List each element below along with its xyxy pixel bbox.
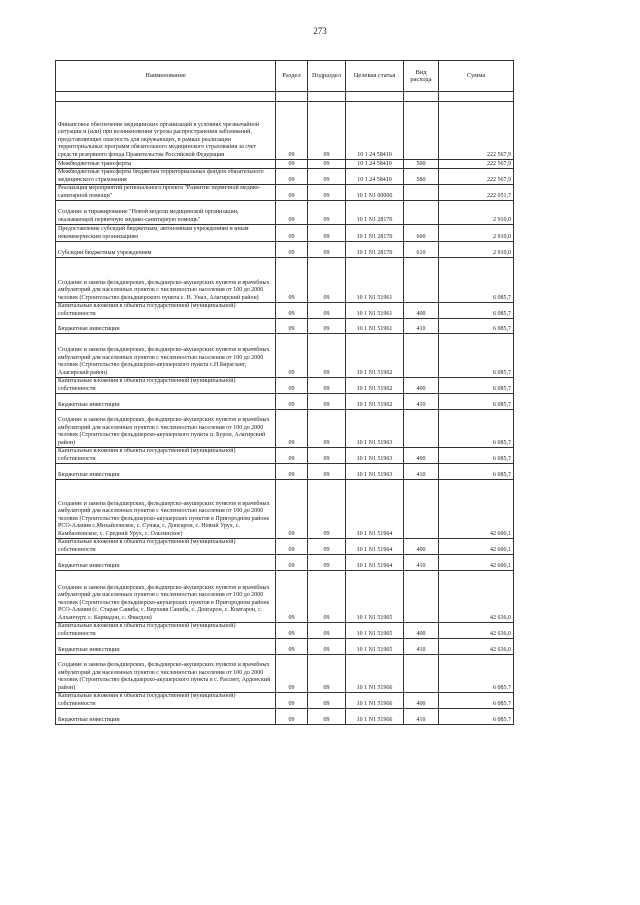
row-tselevaya-cell: 10 1 N1 51964	[346, 480, 404, 539]
row-podrazdel-cell: 09	[308, 258, 346, 303]
row-name-cell: Капитальные вложения в объекты государственной (муниципальной) собственности	[56, 693, 276, 709]
row-name-cell: Создание и замена фельдшерских, фельдшерско-акушерских пунктов и врачебных амбулаторий для населенных пунктов с численностью населения от 100 до 2000 человек (Строительство фельдшерско-акушерского пункта с.Н.Бирагзанг, Алагирский район)	[56, 334, 276, 378]
header-spacer-row	[56, 92, 514, 102]
row-name-cell: Капитальные вложения в объекты государственной (муниципальной) собственности	[56, 448, 276, 464]
row-summa-cell: 2 910,0	[439, 225, 514, 242]
row-podrazdel-cell: 09	[308, 378, 346, 394]
header-vid-raskhoda: Вид расхода	[404, 61, 439, 92]
table-row	[56, 225, 514, 242]
row-podrazdel-cell: 09	[308, 655, 346, 693]
row-podrazdel-cell: 09	[308, 639, 346, 655]
table-row	[56, 623, 514, 639]
row-name-cell: Бюджетные инвестиции	[56, 555, 276, 571]
header-tselevaya-statya: Целевая статья	[346, 61, 404, 92]
row-podrazdel-cell: 09	[308, 102, 346, 160]
row-tselevaya-cell: 10 1 N1 28170	[346, 225, 404, 242]
row-razdel-cell: 09	[276, 185, 308, 201]
row-tselevaya-cell: 10 1 N1 28170	[346, 242, 404, 258]
row-tselevaya-cell: 10 1 N1 51966	[346, 709, 404, 725]
row-vid-cell: 410	[404, 709, 439, 725]
row-tselevaya-cell: 10 1 N1 51962	[346, 378, 404, 394]
row-vid-cell	[404, 201, 439, 225]
row-name-cell: Капитальные вложения в объекты государственной (муниципальной) собственности	[56, 303, 276, 319]
table-row	[56, 464, 514, 480]
row-vid-cell: 500	[404, 160, 439, 169]
row-razdel-cell: 09	[276, 225, 308, 242]
row-vid-cell	[404, 185, 439, 201]
row-razdel-cell: 09	[276, 102, 308, 160]
row-razdel-cell: 09	[276, 394, 308, 410]
table-row	[56, 571, 514, 623]
row-razdel-cell: 09	[276, 410, 308, 448]
table-row	[56, 160, 514, 169]
row-podrazdel-cell: 09	[308, 539, 346, 555]
row-razdel-cell: 09	[276, 169, 308, 185]
row-tselevaya-cell: 10 1 N1 51961	[346, 258, 404, 303]
row-podrazdel-cell: 09	[308, 448, 346, 464]
table-row	[56, 378, 514, 394]
row-vid-cell: 580	[404, 169, 439, 185]
row-vid-cell	[404, 571, 439, 623]
row-name-cell: Бюджетные инвестиции	[56, 319, 276, 334]
row-summa-cell: 6 085,7	[439, 464, 514, 480]
table-row	[56, 655, 514, 693]
table-row	[56, 555, 514, 571]
row-tselevaya-cell: 10 1 N1 51966	[346, 693, 404, 709]
row-vid-cell: 400	[404, 693, 439, 709]
row-name-cell: Межбюджетные трансферты бюджетам территориальных фондов обязательного медицинского страхования	[56, 169, 276, 185]
row-razdel-cell: 09	[276, 555, 308, 571]
table-row	[56, 709, 514, 725]
row-name-cell: Создание и замена фельдшерских, фельдшерско-акушерских пунктов и врачебных амбулаторий для населенных пунктов с численностью населения от 100 до 2000 человек (Строительство фельдшерско-акушерского пункта в с. Рассвет, Ардонский район)	[56, 655, 276, 693]
table-row	[56, 410, 514, 448]
header-name: Наименование	[56, 61, 276, 92]
row-razdel-cell: 09	[276, 378, 308, 394]
row-name-cell: Капитальные вложения в объекты государственной (муниципальной) собственности	[56, 539, 276, 555]
header-summa: Сумма	[439, 61, 514, 92]
table-header-row	[56, 61, 514, 92]
row-razdel-cell: 09	[276, 319, 308, 334]
row-podrazdel-cell: 09	[308, 169, 346, 185]
row-vid-cell	[404, 258, 439, 303]
row-razdel-cell: 09	[276, 303, 308, 319]
row-summa-cell: 222 567,9	[439, 102, 514, 160]
budget-table	[55, 60, 514, 725]
row-tselevaya-cell: 10 1 N1 00000	[346, 185, 404, 201]
row-name-cell: Бюджетные инвестиции	[56, 639, 276, 655]
table-row	[56, 539, 514, 555]
row-tselevaya-cell: 10 1 N1 51961	[346, 319, 404, 334]
header-podrazdel: Подраздел	[308, 61, 346, 92]
table-row	[56, 394, 514, 410]
row-vid-cell: 410	[404, 319, 439, 334]
row-summa-cell: 6 085,7	[439, 693, 514, 709]
row-tselevaya-cell: 10 1 N1 51963	[346, 410, 404, 448]
row-vid-cell	[404, 480, 439, 539]
row-vid-cell	[404, 334, 439, 378]
row-razdel-cell: 09	[276, 160, 308, 169]
row-name-cell: Капитальные вложения в объекты государственной (муниципальной) собственности	[56, 378, 276, 394]
row-name-cell: Создание и замена фельдшерских, фельдшерско-акушерских пунктов и врачебных амбулаторий для населенных пунктов с численностью населения от 100 до 2000 человек (Строительство фельдшерско-акушерских пунктов в Пригородном районе РСО-Алания с.Михайловское, с. Сунжа, с. Донгарон, с. Новый Урух, с. Камбилеевское, с. Средний Урух, с. Ольгинское)	[56, 480, 276, 539]
row-vid-cell: 400	[404, 448, 439, 464]
row-razdel-cell: 09	[276, 480, 308, 539]
row-podrazdel-cell: 09	[308, 709, 346, 725]
header-razdel: Раздел	[276, 61, 308, 92]
table-row	[56, 102, 514, 160]
row-razdel-cell: 09	[276, 655, 308, 693]
row-vid-cell: 400	[404, 378, 439, 394]
row-summa-cell: 6 085,7	[439, 334, 514, 378]
row-summa-cell: 222 051,7	[439, 185, 514, 201]
row-podrazdel-cell: 09	[308, 201, 346, 225]
table-body	[56, 102, 514, 725]
row-podrazdel-cell: 09	[308, 242, 346, 258]
row-vid-cell: 410	[404, 394, 439, 410]
row-summa-cell: 6 085,7	[439, 378, 514, 394]
row-tselevaya-cell: 10 1 24 58410	[346, 102, 404, 160]
row-vid-cell: 610	[404, 242, 439, 258]
table-row	[56, 303, 514, 319]
row-razdel-cell: 09	[276, 571, 308, 623]
table-row	[56, 693, 514, 709]
row-vid-cell	[404, 102, 439, 160]
row-vid-cell: 400	[404, 539, 439, 555]
row-podrazdel-cell: 09	[308, 464, 346, 480]
row-tselevaya-cell: 10 1 N1 51961	[346, 303, 404, 319]
table-row	[56, 201, 514, 225]
row-tselevaya-cell: 10 1 N1 51963	[346, 448, 404, 464]
row-tselevaya-cell: 10 1 N1 51966	[346, 655, 404, 693]
row-tselevaya-cell: 10 1 N1 51965	[346, 623, 404, 639]
row-podrazdel-cell: 09	[308, 623, 346, 639]
row-razdel-cell: 09	[276, 464, 308, 480]
row-summa-cell: 6 085,7	[439, 410, 514, 448]
row-name-cell: Реализация мероприятий регионального проекта "Развитие первичной медико-санитарной помощи"	[56, 185, 276, 201]
row-summa-cell: 6 085,7	[439, 655, 514, 693]
row-vid-cell: 400	[404, 303, 439, 319]
row-summa-cell: 222 567,9	[439, 169, 514, 185]
row-podrazdel-cell: 09	[308, 480, 346, 539]
row-tselevaya-cell: 10 1 N1 51964	[346, 539, 404, 555]
row-summa-cell: 42 636,0	[439, 571, 514, 623]
row-name-cell: Бюджетные инвестиции	[56, 464, 276, 480]
row-name-cell: Бюджетные инвестиции	[56, 709, 276, 725]
row-tselevaya-cell: 10 1 24 58410	[346, 169, 404, 185]
row-vid-cell: 410	[404, 639, 439, 655]
row-tselevaya-cell: 10 1 N1 51962	[346, 334, 404, 378]
row-podrazdel-cell: 09	[308, 303, 346, 319]
row-razdel-cell: 09	[276, 623, 308, 639]
row-summa-cell: 6 085,7	[439, 258, 514, 303]
row-razdel-cell: 09	[276, 709, 308, 725]
row-vid-cell: 600	[404, 225, 439, 242]
row-tselevaya-cell: 10 1 N1 51965	[346, 639, 404, 655]
row-summa-cell: 6 085,7	[439, 709, 514, 725]
row-podrazdel-cell: 09	[308, 319, 346, 334]
row-podrazdel-cell: 09	[308, 160, 346, 169]
row-vid-cell: 410	[404, 555, 439, 571]
row-razdel-cell: 09	[276, 448, 308, 464]
row-razdel-cell: 09	[276, 639, 308, 655]
row-summa-cell: 6 085,7	[439, 448, 514, 464]
row-name-cell: Создание и тиражирование "Новой модели медицинской организации, оказывающей первичную медико-санитарную помощь"	[56, 201, 276, 225]
row-razdel-cell: 09	[276, 334, 308, 378]
row-name-cell: Субсидии бюджетным учреждениям	[56, 242, 276, 258]
row-summa-cell: 42 600,1	[439, 480, 514, 539]
row-razdel-cell: 09	[276, 201, 308, 225]
row-razdel-cell: 09	[276, 242, 308, 258]
table-row	[56, 480, 514, 539]
row-tselevaya-cell: 10 1 24 58410	[346, 160, 404, 169]
row-tselevaya-cell: 10 1 N1 51963	[346, 464, 404, 480]
table-row	[56, 639, 514, 655]
row-podrazdel-cell: 09	[308, 410, 346, 448]
row-summa-cell: 42 600,1	[439, 539, 514, 555]
row-razdel-cell: 09	[276, 693, 308, 709]
table-row	[56, 334, 514, 378]
row-podrazdel-cell: 09	[308, 571, 346, 623]
row-tselevaya-cell: 10 1 N1 51962	[346, 394, 404, 410]
page-number: 273	[313, 26, 327, 36]
row-podrazdel-cell: 09	[308, 225, 346, 242]
row-vid-cell	[404, 655, 439, 693]
table-row	[56, 242, 514, 258]
row-vid-cell: 410	[404, 464, 439, 480]
row-vid-cell: 400	[404, 623, 439, 639]
table-row	[56, 448, 514, 464]
row-podrazdel-cell: 09	[308, 555, 346, 571]
row-name-cell: Финансовое обеспечение медицинских организаций в условиях чрезвычайной ситуации и (или) при возникновении угрозы распространения заболеваний, представляющих опасность для окружающих, в рамках реализации территориальных программ обязательного медицинского страхования за счет средств резервного фонда Правительства Российской Федерации	[56, 102, 276, 160]
row-razdel-cell: 09	[276, 539, 308, 555]
table-row	[56, 185, 514, 201]
row-name-cell: Бюджетные инвестиции	[56, 394, 276, 410]
row-razdel-cell: 09	[276, 258, 308, 303]
row-tselevaya-cell: 10 1 N1 28170	[346, 201, 404, 225]
row-summa-cell: 42 600,1	[439, 555, 514, 571]
row-summa-cell: 6 085,7	[439, 319, 514, 334]
row-podrazdel-cell: 09	[308, 693, 346, 709]
row-vid-cell	[404, 410, 439, 448]
row-name-cell: Создание и замена фельдшерских, фельдшерско-акушерских пунктов и врачебных амбулаторий для населенных пунктов с численностью населения от 100 до 2000 человек (Строительство фельдшерско-акушерского пункта п. Бурон, Алагирский район)	[56, 410, 276, 448]
table-row	[56, 169, 514, 185]
row-summa-cell: 222 567,9	[439, 160, 514, 169]
row-name-cell: Капитальные вложения в объекты государственной (муниципальной) собственности	[56, 623, 276, 639]
row-tselevaya-cell: 10 1 N1 51964	[346, 555, 404, 571]
row-podrazdel-cell: 09	[308, 334, 346, 378]
row-name-cell: Создание и замена фельдшерских, фельдшерско-акушерских пунктов и врачебных амбулаторий для населенных пунктов с численностью населения от 100 до 2000 человек (Строительство фельдшерско-акушерских пунктов в Пригородном районе РСО-Алания (с. Старая Саниба, с. Верхняя Саниба, с. Донгарон, с. Комгарон, с. Алханчурт, с. Кармадон, с. Фиагдон)	[56, 571, 276, 623]
table-row	[56, 319, 514, 334]
row-summa-cell: 6 085,7	[439, 303, 514, 319]
row-summa-cell: 6 085,7	[439, 394, 514, 410]
row-name-cell: Предоставление субсидий бюджетным, автономным учреждениям и иным некоммерческим организациям	[56, 225, 276, 242]
row-podrazdel-cell: 09	[308, 185, 346, 201]
row-summa-cell: 2 910,0	[439, 201, 514, 225]
row-summa-cell: 2 910,0	[439, 242, 514, 258]
table-row	[56, 258, 514, 303]
row-tselevaya-cell: 10 1 N1 51965	[346, 571, 404, 623]
row-summa-cell: 42 636,0	[439, 623, 514, 639]
row-name-cell: Создание и замена фельдшерских, фельдшерско-акушерских пунктов и врачебных амбулаторий для населенных пунктов с численностью населения от 100 до 2000 человек (Строительство фельдшерского пункта с. Н. Унал, Алагирский район)	[56, 258, 276, 303]
row-summa-cell: 42 636,0	[439, 639, 514, 655]
row-name-cell: Межбюджетные трансферты	[56, 160, 276, 169]
row-podrazdel-cell: 09	[308, 394, 346, 410]
